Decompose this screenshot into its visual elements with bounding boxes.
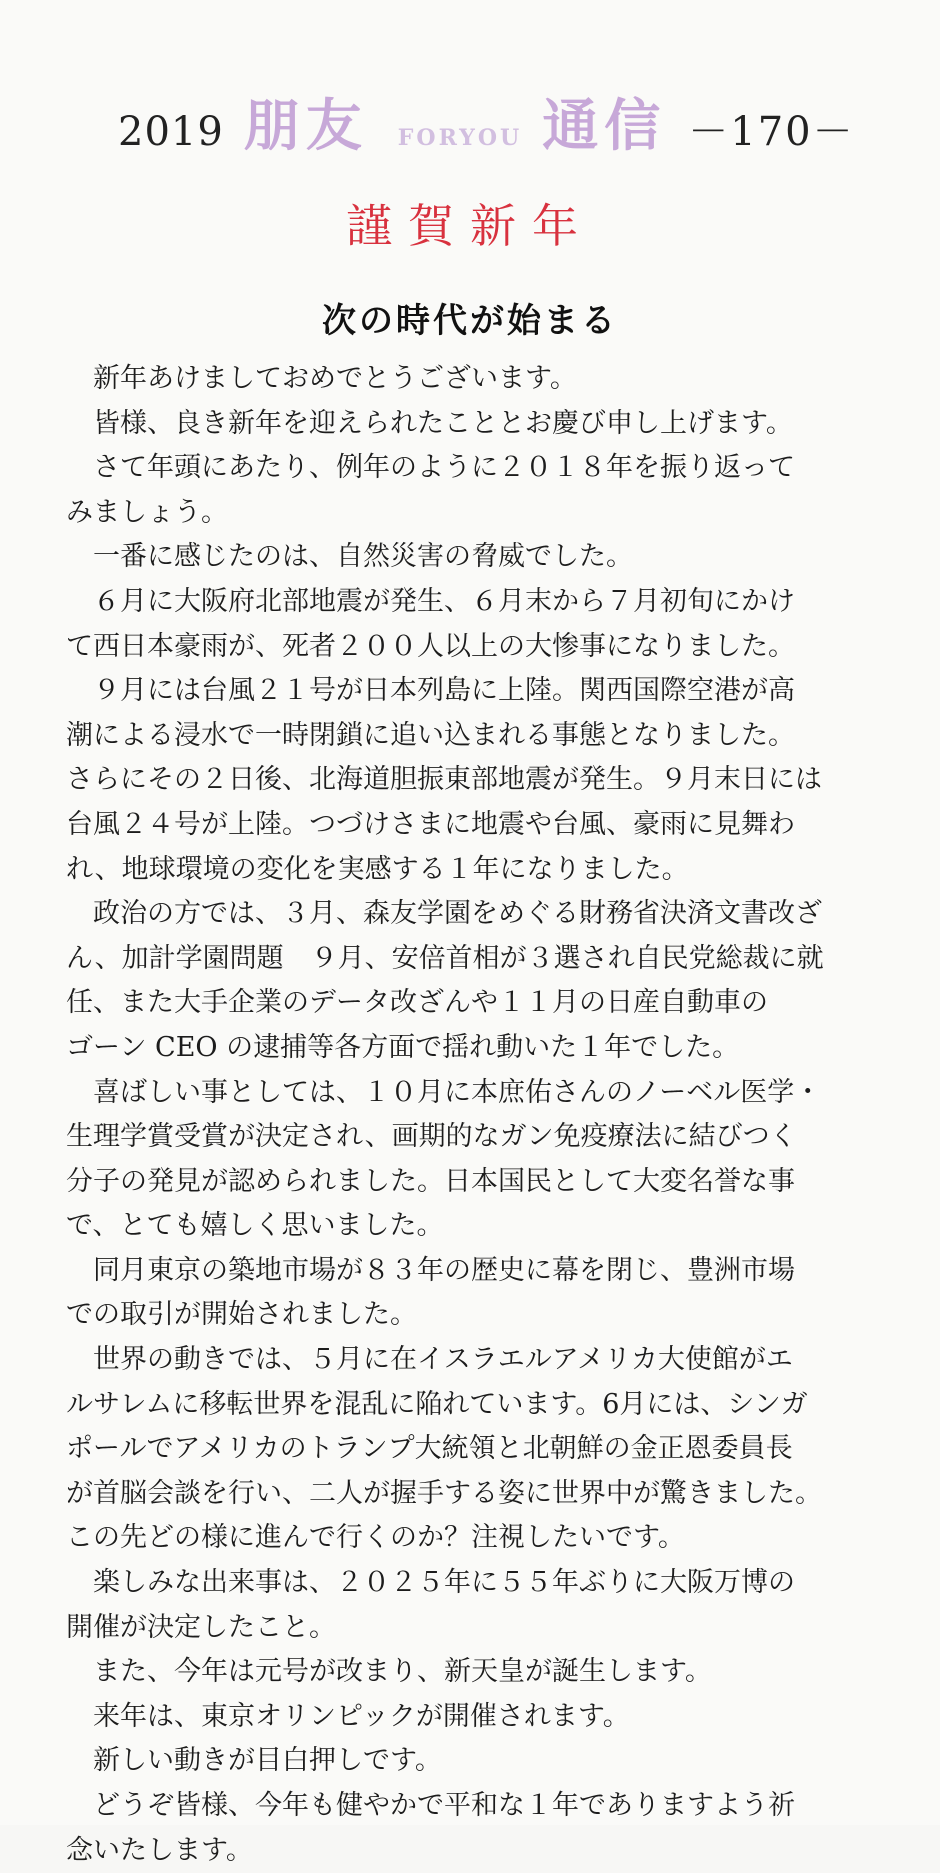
paragraph: 皆様、良き新年を迎えられたこととお慶び申し上げます。 bbox=[93, 407, 793, 439]
paragraph: また、今年は元号が改まり、新天皇が誕生します。 bbox=[93, 1656, 712, 1688]
paragraph: ９月には台風２１号が日本列島に上陸。関西国際空港が高 潮による浸水で一時閉鎖に追い込まれる事態となりました。 さらにその２日後、北海道胆振東部地震が発生。９月末日には 台風２４号が上陸。つづけさまに地震や台風、豪雨に見舞わ れ、地球環境の変化を実感する１年になりました。 bbox=[66, 675, 822, 885]
paragraph: ６月に大阪府北部地震が発生、６月末から７月初旬にかけ て西日本豪雨が、死者２００人以上の大惨事になりました。 bbox=[66, 585, 795, 662]
paragraph: 世界の動きでは、５月に在イスラエルアメリカ大使館がエ ルサレムに移転世界を混乱に陥れています。6月には、シンガ ポールでアメリカのトランプ大統領と北朝鮮の金正恩委員長 が首脳会談を行い、二人が握手する姿に世界中が驚きました。 この先どの様に進んで行くのか？注視したいです。 bbox=[66, 1344, 822, 1554]
new-year-greeting: 謹賀新年 bbox=[346, 199, 594, 253]
paragraph: 新しい動きが目白押しです。 bbox=[93, 1745, 442, 1777]
masthead-year: 2019 bbox=[118, 109, 224, 155]
masthead-issue-number: －170－ bbox=[688, 109, 855, 155]
masthead-title-part2: 通信 bbox=[542, 93, 667, 159]
article-body bbox=[66, 357, 880, 1873]
paragraph: 楽しみな出来事は、２０２５年に５５年ぶりに大阪万博の 開催が決定したこと。 bbox=[66, 1567, 795, 1643]
paragraph: 同月東京の築地市場が８３年の歴史に幕を閉じ、豊洲市場 での取引が開始されました。 bbox=[66, 1254, 795, 1331]
masthead-subtitle: FORYOU bbox=[397, 125, 523, 151]
article-headline: 次の時代が始まる bbox=[322, 301, 618, 341]
paragraph: 政治の方では、３月、森友学園をめぐる財務省決済文書改ざ ん、加計学園問題 ９月、安倍首相が３選され自民党総裁に就 任、また大手企業のデータ改ざんや１１月の日産自動車の ゴーン CEO の逮捕等各方面で揺れ動いた１年でした。 bbox=[66, 898, 824, 1063]
paragraph: 新年あけましておめでとうございます。 bbox=[93, 363, 577, 394]
paragraph: 一番に感じたのは、自然災害の脅威でした。 bbox=[93, 541, 633, 573]
masthead-title-part1: 朋友 bbox=[243, 93, 368, 159]
masthead bbox=[118, 82, 878, 159]
paragraph: 喜ばしい事としては、１０月に本庶佑さんのノーベル医学・ 生理学賞受賞が決定され、画期的なガン免疫療法に結びつく 分子の発見が認められました。日本国民として大変名誉な事 で、とても嬉しく思いました。 bbox=[66, 1076, 822, 1242]
paragraph: 来年は、東京オリンピックが開催されます。 bbox=[93, 1700, 630, 1732]
paragraph: さて年頭にあたり、例年のように２０１８年を振り返って みましょう。 bbox=[66, 452, 795, 528]
paragraph: どうぞ皆様、今年も健やかで平和な１年でありますよう祈 念いたします。 bbox=[66, 1790, 795, 1866]
